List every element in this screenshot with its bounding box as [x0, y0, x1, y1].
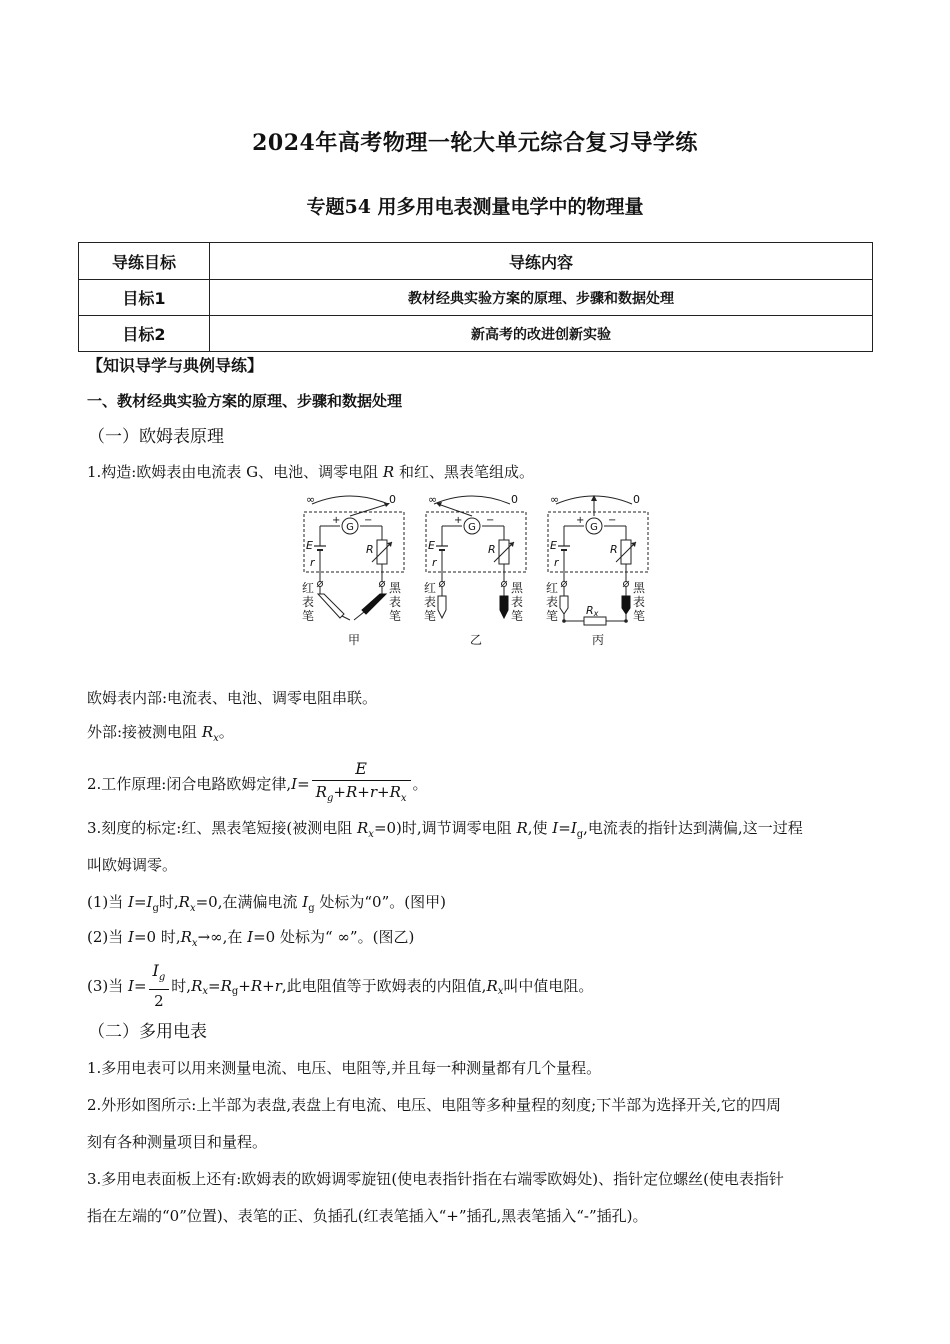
paragraph-multimeter-3-line2: 指在左端的“0”位置)、表笔的正、负插孔(红表笔插入“+”插孔,黑表笔插入“-”插孔)。 [87, 1207, 648, 1225]
black-pen-label: 黑 [633, 581, 646, 595]
plus-label: + [454, 515, 463, 526]
black-pen-label: 笔 [511, 609, 524, 623]
internal-resistance-label: r [310, 556, 315, 569]
red-pen-label: 红 [546, 581, 559, 595]
zero-label: 0 [511, 493, 518, 506]
minus-label: − [486, 515, 495, 526]
paragraph-external: 外部:接被测电阻 $R_x$。 [87, 723, 234, 744]
minus-label: − [364, 515, 373, 526]
paragraph-scale: 3.刻度的标定:红、黑表笔短接(被测电阻 $R_x=0$)时,调节调零电阻 R,使 $I=I_g$,电流表的指针达到满偏,这一过程 [87, 819, 803, 840]
rheostat-label: R [366, 543, 374, 556]
plus-label: + [576, 515, 585, 526]
black-pen-label: 笔 [633, 609, 646, 623]
table-row [79, 316, 873, 352]
ohm-law-fraction: $\frac{E}{R_g+R+r+R_x}$ [312, 758, 411, 810]
paragraph-case-2: (2)当 I=0 时$,R_x\to\infty$,在 I=0 处标为“ ∞”。(图乙) [87, 928, 415, 949]
galvanometer-label: G [346, 522, 354, 533]
zero-label: 0 [633, 493, 640, 506]
panel-label: 丙 [591, 633, 605, 647]
red-pen-label: 笔 [302, 609, 315, 623]
document-title: 2024年高考物理一轮大单元综合复习导学练 [252, 130, 698, 156]
red-pen-label: 表 [302, 595, 315, 609]
galvanometer-label: G [590, 522, 598, 533]
plus-label: + [332, 515, 341, 526]
emf-label: E [306, 539, 313, 552]
rx-label: Rx [586, 604, 599, 618]
paragraph-multimeter-3: 3.多用电表面板上还有:欧姆表的欧姆调零旋钮(使电表指针指在右端零欧姆处)、指针定位螺丝(使电表指针 [87, 1170, 784, 1188]
black-pen-label: 表 [633, 595, 646, 609]
sub2-heading: （二）多用电表 [88, 1022, 207, 1042]
emf-label: E [428, 539, 435, 552]
paragraph-multimeter-1: 1.多用电表可以用来测量电流、电压、电阻等,并且每一种测量都有几个量程。 [87, 1059, 602, 1077]
black-pen-label: 表 [511, 595, 524, 609]
part1-heading: 一、教材经典实验方案的原理、步骤和数据处理 [87, 392, 403, 410]
red-pen-label: 笔 [424, 609, 437, 623]
paragraph-case-3: (3)当 I= $\frac{I_g}{2}$ 时$,R_x=R_g+R+r$,此电阻值等于欧姆表的内阻值$,R_x$叫中值电阻。 [87, 961, 594, 1011]
paragraph-principle: 2.工作原理:闭合电路欧姆定律,I= $\frac{E}{R_g+R+r+R_x}$ 。 [87, 758, 428, 810]
header-goal: 导练目标 [79, 243, 210, 280]
panel-label: 甲 [347, 633, 361, 647]
red-pen-label: 红 [302, 581, 315, 595]
paragraph-construct: 1.构造:欧姆表由电流表 G、电池、调零电阻 R 和红、黑表笔组成。 [87, 463, 534, 481]
internal-resistance-label: r [554, 556, 559, 569]
internal-resistance-label: r [432, 556, 437, 569]
infinity-label: ∞ [428, 493, 438, 506]
infinity-label: ∞ [306, 493, 316, 506]
red-pen-label: 表 [546, 595, 559, 609]
half-current-fraction: $\frac{I_g}{2}$ [149, 960, 170, 1012]
goal-cell: 目标2 [79, 316, 210, 352]
black-pen-label: 黑 [511, 581, 524, 595]
infinity-label: ∞ [550, 493, 560, 506]
black-pen-label: 黑 [389, 581, 402, 595]
galvanometer-label: G [468, 522, 476, 533]
table-row [79, 280, 873, 316]
section-header: 【知识导学与典例导练】 [87, 356, 264, 375]
rheostat-label: R [488, 543, 496, 556]
ohmmeter-circuit-figure [294, 490, 654, 650]
black-pen-label: 表 [389, 595, 402, 609]
rheostat-label: R [610, 543, 618, 556]
paragraph-case-1: (1)当 $I=I_g$时$,R_x=0$,在满偏电流 $I_g$ 处标为“0”。(图甲) [87, 893, 446, 914]
zero-label: 0 [389, 493, 396, 506]
paragraph-internal: 欧姆表内部:电流表、电池、调零电阻串联。 [87, 689, 378, 707]
goal-table [78, 242, 873, 352]
sub1-heading: （一）欧姆表原理 [88, 427, 224, 447]
emf-label: E [550, 539, 557, 552]
paragraph-scale-line2: 叫欧姆调零。 [87, 856, 178, 874]
goal-table-header [79, 243, 873, 280]
paragraph-multimeter-2: 2.外形如图所示:上半部为表盘,表盘上有电流、电压、电阻等多种量程的刻度;下半部为选择开关,它的四周 [87, 1096, 781, 1114]
content-cell: 新高考的改进创新实验 [210, 316, 873, 352]
header-content: 导练内容 [210, 243, 873, 280]
goal-cell: 目标1 [79, 280, 210, 316]
red-pen-label: 红 [424, 581, 437, 595]
panel-label: 乙 [469, 633, 483, 647]
paragraph-multimeter-2-line2: 刻有各种测量项目和量程。 [87, 1133, 268, 1151]
minus-label: − [608, 515, 617, 526]
content-cell: 教材经典实验方案的原理、步骤和数据处理 [210, 280, 873, 316]
red-pen-label: 表 [424, 595, 437, 609]
black-pen-label: 笔 [389, 609, 402, 623]
document-subtitle: 专题54 用多用电表测量电学中的物理量 [306, 196, 644, 218]
red-pen-label: 笔 [546, 609, 559, 623]
